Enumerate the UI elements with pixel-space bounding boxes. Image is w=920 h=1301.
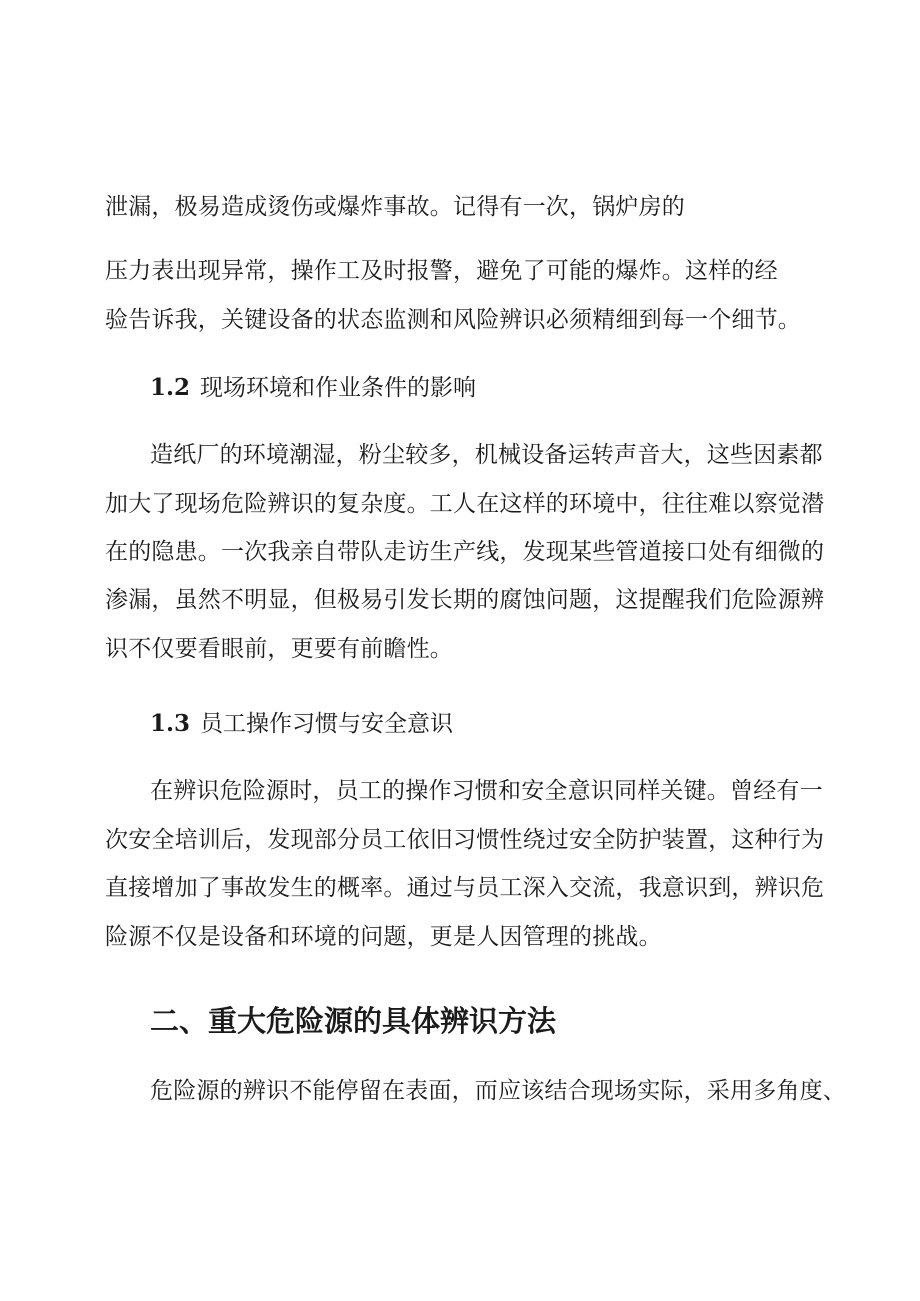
paragraph-line: 压力表出现异常，操作工及时报警，避免了可能的爆炸。这样的经 <box>105 258 778 284</box>
paragraph-line: 加大了现场危险辨识的复杂度。工人在这样的环境中，往往难以察觉潜 <box>105 491 825 517</box>
paragraph-line: 直接增加了事故发生的概率。通过与员工深入交流，我意识到，辨识危 <box>105 875 825 901</box>
paragraph-line: 在辨识危险源时，员工的操作习惯和安全意识同样关键。曾经有一 <box>150 778 823 804</box>
section-number: 1.3 <box>150 710 191 737</box>
paragraph-line: 识不仅要看眼前，更要有前瞻性。 <box>105 636 453 662</box>
section-title: 现场环境和作业条件的影响 <box>200 375 477 401</box>
paragraph-line: 次安全培训后，发现部分员工依旧习惯性绕过安全防护装置，这种行为 <box>105 827 825 853</box>
paragraph-line: 验告诉我，关键设备的状态监测和风险辨识必须精细到每一个细节。 <box>105 307 801 333</box>
section-title: 员工操作习惯与安全意识 <box>200 711 454 737</box>
paragraph-line: 渗漏，虽然不明显，但极易引发长期的腐蚀问题，这提醒我们危险源辨 <box>105 587 825 613</box>
paragraph-line: 造纸厂的环境潮湿，粉尘较多，机械设备运转声音大，这些因素都 <box>150 442 823 468</box>
paragraph-line: 险源不仅是设备和环境的问题，更是人因管理的挑战。 <box>105 924 662 950</box>
section-number: 1.2 <box>150 374 191 401</box>
section-heading-1-3 <box>150 709 453 739</box>
section-heading-1-2 <box>150 373 476 403</box>
paragraph-line: 在的隐患。一次我亲自带队走访生产线，发现某些管道接口处有细微的 <box>105 539 825 565</box>
paragraph-line: 危险源的辨识不能停留在表面，而应该结合现场实际，采用多角度、 <box>150 1078 846 1104</box>
chapter-heading-2: 二、重大危险源的具体辨识方法 <box>150 1004 557 1038</box>
paragraph-line: 泄漏，极易造成烫伤或爆炸事故。记得有一次，锅炉房的 <box>105 194 685 220</box>
